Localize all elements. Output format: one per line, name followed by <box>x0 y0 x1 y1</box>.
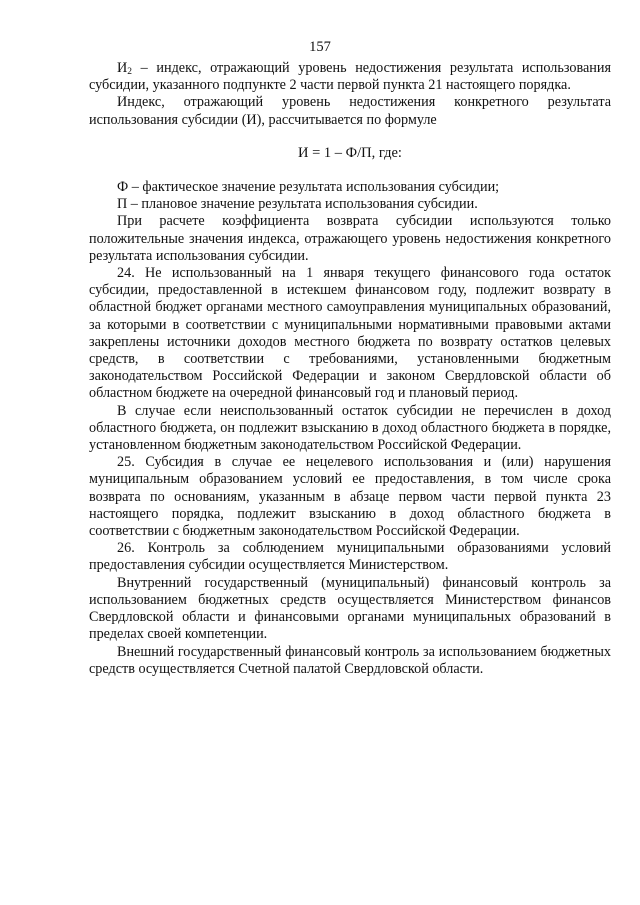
formula: И = 1 – Ф/П, где: <box>298 144 402 161</box>
paragraph-formula-intro: Индекс, отражающий уровень недостижения конкретного результата использования субсидии (И), рассчитывается по формуле <box>89 94 611 128</box>
paragraph-index-definition <box>89 60 611 94</box>
paragraph-unspent-balance: В случае если неиспользованный остаток субсидии не перечислен в доход областного бюджета, он подлежит взысканию в доход областного бюджета в порядке, установленном бюджетным законодательством Российской Федерации. <box>89 402 611 454</box>
page-number: 157 <box>309 39 331 55</box>
paragraph-clause-24: 24. Не использованный на 1 января текущего финансового года остаток субсидии, предоставленной в истекшем финансовом году, подлежит возврату в областной бюджет органами местного самоуправления муниципальных образований, за которыми в соответствии с муниципальными нормативными правовыми актами закреплены источники доходов местного бюджета по возврату остатков целевых средств, в соответствии с требованиями, установленными бюджетным законодательством Российской Федерации и законом Свердловской области об областном бюджете на очередной финансовый год и плановый период. <box>89 265 611 402</box>
document-body <box>89 60 611 678</box>
paragraph-internal-control: Внутренний государственный (муниципальный) финансовый контроль за использованием бюджетных средств осуществляется Министерством финансов Свердловской области и финансовыми органами муниципальных образований в пределах своей компетенции. <box>89 574 611 643</box>
paragraph-external-control: Внешний государственный финансовый контроль за использованием бюджетных средств осуществляется Счетной палатой Свердловской области. <box>89 643 611 677</box>
index-symbol: И <box>117 60 128 76</box>
paragraph-planned-value: П – плановое значение результата использования субсидии. <box>117 196 478 213</box>
index-subscript: 2 <box>127 67 132 77</box>
paragraph-clause-25: 25. Субсидия в случае ее нецелевого использования и (или) нарушения муниципальным образованием условий ее предоставления, в том числе срока возврата по основаниям, указанным в абзаце первом части первой пункта 23 настоящего порядка, подлежит взысканию в доход областного бюджета в соответствии с бюджетным законодательством Российской Федерации. <box>89 454 611 540</box>
index-definition-text: – индекс, отражающий уровень недостижения результата использования субсидии, указанного подпункте 2 части первой пункта 21 настоящего порядка. <box>89 60 611 94</box>
paragraph-clause-26: 26. Контроль за соблюдением муниципальными образованиями условий предоставления субсидии осуществляется Министерством. <box>89 540 611 574</box>
paragraph-coefficient-note: При расчете коэффициента возврата субсидии используются только положительные значения индекса, отражающего уровень недостижения конкретного результата использования субсидии. <box>89 213 611 264</box>
paragraph-actual-value: Ф – фактическое значение результата использования субсидии; <box>117 179 500 196</box>
